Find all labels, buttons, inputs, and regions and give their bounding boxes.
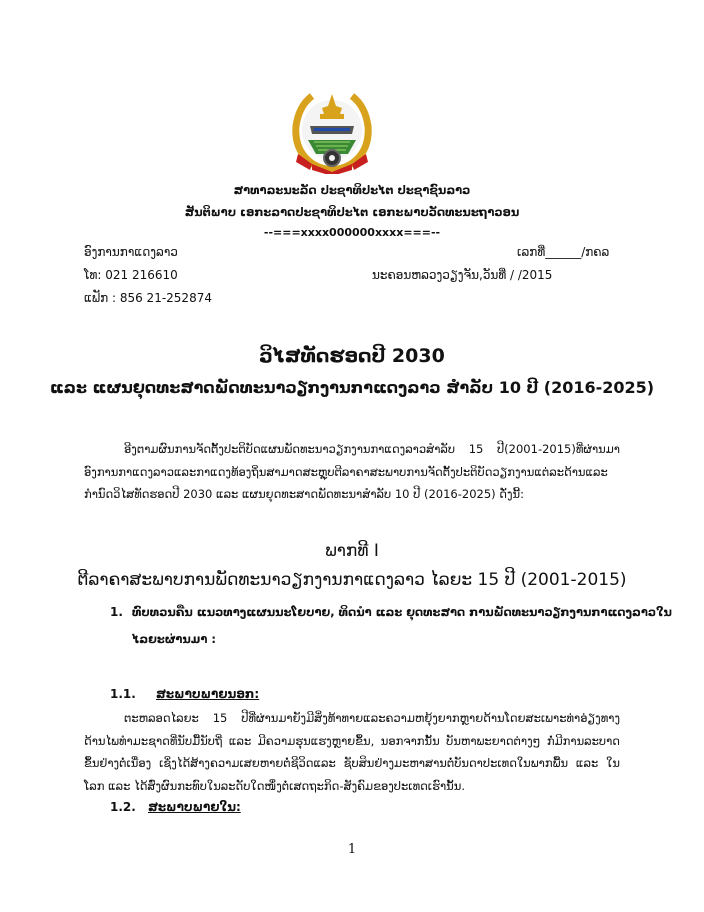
national-emblem-icon	[290, 84, 374, 174]
place-date: ນະຄອນຫລວງວຽງຈັນ,ວັນທີ່ / /2015	[372, 268, 553, 282]
page-number: 1	[347, 842, 357, 857]
header-line-3: --===xxxx000000xxxx===--	[263, 226, 441, 239]
section-1-title-line-2: ໄລຍະຜ່ານມາ :	[132, 632, 217, 646]
section-1-title-line-1: ທົບທວນຄືນ ແນວທາງແຜນນະໂຍບາຍ, ທິດນຳ ແລະ ຍຸດທະສາດ ການພັດທະນາວຽກງານກາແດງລາວໃນ	[132, 605, 672, 619]
ministry-name: ອົງການກາແດງລາວ	[84, 245, 178, 259]
part-label: ພາກທີ I	[325, 541, 379, 561]
section-1-2-heading: ສະພາບພາຍໃນ:	[148, 800, 241, 814]
intro-paragraph: ອີງຕາມຜົນການຈັດຕັ້ງປະຕິບັດແຜນພັດທະນາວຽກງານກາແດງລາວສຳລັບ 15 ປີ(2001-2015)ທີ່ຜ່ານມາ ອົງການກາແດງລາວແລະກາແດງທ້ອງຖິ່ນສາມາດສະຫຼຸບຕີລາຄາສະພາບການຈັດຕັ້ງປະຕິບັດວຽກງານແຕ່ລະດ້ານແລະ ກຳນົດວິໄສທັດຮອດປີ 2030 ແລະ ແຜນຍຸດທະສາດພັດທະນາສຳລັບ 10 ປີ (2016-2025) ດັ່ງນີ້:	[84, 442, 620, 501]
part-title: ຕີລາຄາສະພາບການພັດທະນາວຽກງານກາແດງລາວ ໄລຍະ 15 ປີ (2001-2015)	[77, 570, 627, 590]
header-line-2: ສັນຕິພາບ ເອກະລາດປະຊາທິປະໄຕ ເອກະພາບວັດທະນະຖາວອນ	[184, 205, 520, 219]
section-1-1-paragraph: ຕະຫລອດໄລຍະ 15 ປີທີ່ຜ່ານມາຍັງມີສິ່ງທ້າທາຍແລະຄວາມຫຍຸ້ງຍາກຫຼາຍດ້ານໂດຍສະເພາະທ່າອ່ຽງທາງດ້ານໄພທຳມະຊາດທີ່ນັບມື້ນັບຖີ່ ແລະ ມີຄວາມຮຸນແຮງຫຼາຍຂຶ້ນ, ນອກຈາກນັ້ນ ບັນຫາພະຍາດຕ່າງໆ ກໍ່ມີການລະບາດຂຶ້ນຢ່າງຕໍ່ເນື່ອງ ເຊິ່ງໄດ້ສ້າງຄວາມເສຍຫາຍຕໍ່ຊີວິດແລະ ຊັບສິນຢ່າງມະຫາສານຕໍ່ບັນດາປະເທດໃນພາກພື້ນ ແລະ ໃນໂລກ ແລະ ໄດ້ສົ່ງຜົນກະທົບໃນລະດັບໃດໜຶ່ງຕໍ່ເສດຖະກິດ-ສັງຄົມຂອງປະເທດເຮົານັ້ນ.	[84, 711, 620, 793]
document-subtitle: ແລະ ແຜນຍຸດທະສາດພັດທະນາວຽກງານກາແດງລາວ ສຳລັບ 10 ປີ (2016-2025)	[49, 378, 655, 397]
telephone: ໂທ: 021 216610	[84, 268, 178, 282]
document-number: ເລກທີ່______/ກຄລ	[517, 245, 610, 259]
fax: ແຟັກ : 856 21-252874	[84, 291, 212, 305]
section-1-1-number: 1.1.	[110, 687, 136, 701]
header-line-1: ສາທາລະນະລັດ ປະຊາທິປະໄຕ ປະຊາຊົນລາວ	[233, 183, 471, 197]
document-title: ວິໄສທັດຮອດປີ 2030	[259, 345, 445, 367]
section-1-1-heading: ສະພາບພາຍນອກ:	[156, 687, 260, 701]
section-1-number: 1.	[110, 605, 123, 619]
section-1-2-number: 1.2.	[110, 800, 136, 814]
